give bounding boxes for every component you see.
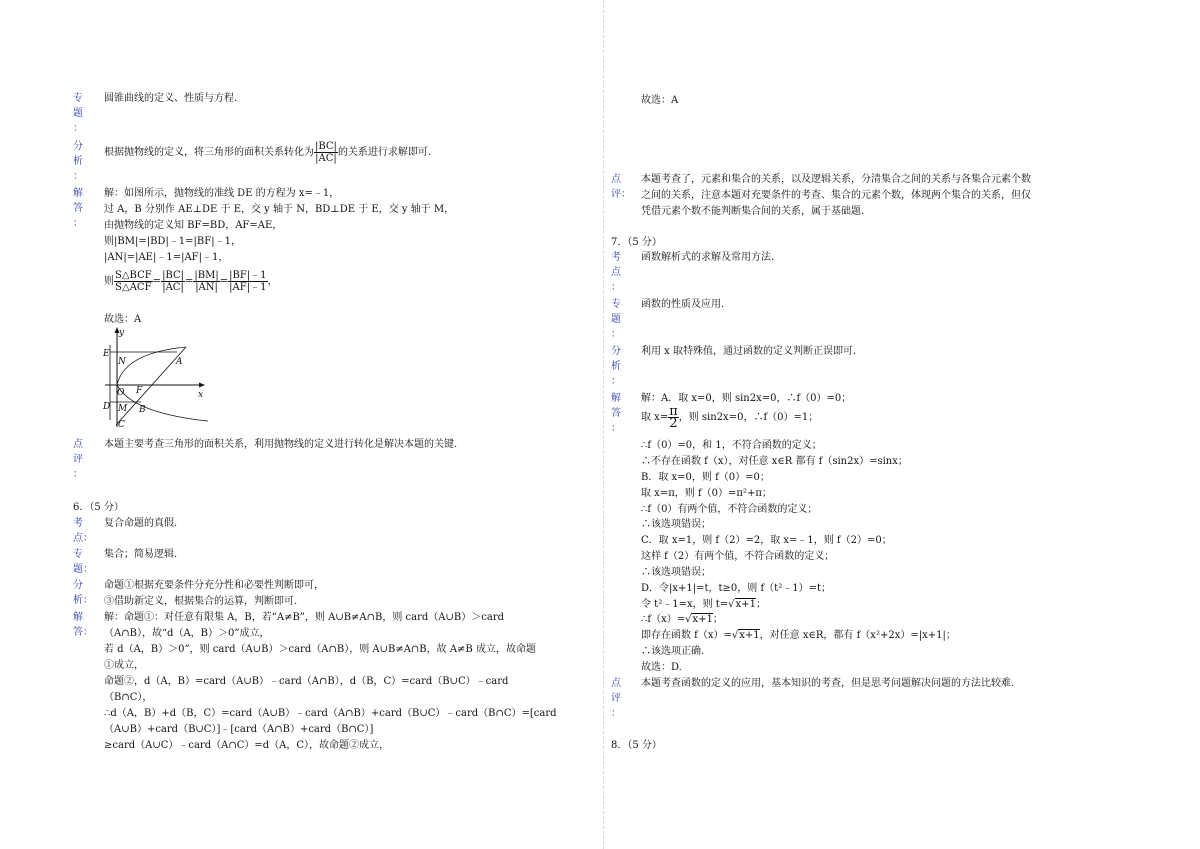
q6-jieda-line: ≥card（A∪C）﹣card（A∩C）=d（A，C），故命题②成立， — [104, 740, 390, 751]
fraction-bf-af — [228, 270, 267, 293]
label-char: 析 — [611, 361, 621, 372]
sqrt-expr: x+1 — [739, 630, 760, 641]
sqrt-radical: √ — [731, 630, 739, 641]
label-char: 分 — [73, 141, 83, 152]
fraction-bc-ac — [314, 141, 338, 164]
guxuan-a: 故选：A — [104, 314, 142, 325]
q6-fenxi-line: ③借助新定义，根据集合的运算，判断即可. — [104, 596, 298, 607]
label-char: 点 — [611, 174, 621, 185]
q7-jieda-line: 取 x=π，则 f（0）=π²+π； — [641, 488, 772, 499]
label-zhuanti — [73, 91, 87, 136]
label-char: ： — [611, 282, 621, 293]
fraction-numerator: S△BCF — [115, 270, 152, 281]
fraction-area — [114, 270, 153, 293]
label-char: ： — [73, 123, 83, 134]
label-char: ： — [73, 218, 83, 229]
label-char: ： — [73, 469, 83, 480]
label-c: C — [118, 420, 125, 430]
fraction-numerator: |BM| — [194, 270, 219, 281]
q7-tail-line: ∴该选项正确. — [641, 646, 705, 657]
label-char: 点： — [73, 533, 93, 544]
label-char: ： — [611, 708, 621, 719]
label-zhuanti — [73, 547, 101, 577]
q7-kaodian-text: 函数解析式的求解及常用方法. — [641, 252, 775, 263]
label-d: D — [103, 402, 111, 412]
fraction-numerator: π — [669, 404, 678, 419]
jieda-line: 过 A，B 分别作 AE⊥DE 于 E，交 y 轴于 N，BD⊥DE 于 E，交 y 轴于 M， — [104, 204, 455, 215]
sqrt-expr: x+1 — [692, 614, 713, 625]
label-b: B — [139, 405, 146, 415]
label-jieda — [73, 186, 87, 231]
fraction-bc-ac — [161, 270, 185, 293]
label-fenxi — [73, 578, 101, 608]
dianping-line: 之间的关系，注意本题对充要条件的考查、集合的元素个数，体现两个集合的关系，但仅 — [641, 190, 1031, 201]
q7-zhuanti-text: 函数的性质及应用. — [641, 299, 725, 310]
label-kaodian — [73, 516, 101, 546]
guxuan-a-top: 故选：A — [641, 95, 679, 106]
q6-jieda-line: （B∩C）， — [104, 692, 153, 703]
x-axis-arrow — [199, 383, 205, 388]
sqrt-radical: √ — [685, 614, 692, 625]
q6-zhuanti-text: 集合；简易逻辑. — [104, 549, 178, 560]
exist-post: ，对任意 x∈R，都有 f（x²+2x）=|x+1|； — [759, 630, 956, 641]
sqrt-expr: x+1 — [735, 599, 756, 610]
label-y: y — [119, 328, 125, 338]
page-divider — [603, 0, 604, 849]
jieda-line: 由抛物线的定义知 BF=BD，AF=AE， — [104, 220, 283, 231]
label-char: ： — [611, 329, 621, 340]
q7-jieda-line: C．取 x=1，则 f（2）=2，取 x=﹣1，则 f（2）=0； — [641, 535, 892, 546]
label-char: 解 — [73, 612, 83, 623]
label-o: O — [117, 388, 125, 398]
label-char: 解 — [611, 393, 621, 404]
label-fenxi — [73, 139, 87, 184]
fraction-numerator: |BF|﹣1 — [229, 270, 267, 281]
label-char: 答 — [73, 203, 83, 214]
ling-pre: 令 t²﹣1=x，则 t= — [641, 599, 729, 610]
q7-jieda-line: B．取 x=0，则 f（0）=0； — [641, 472, 770, 483]
label-x: x — [198, 390, 204, 400]
label-n: N — [118, 357, 126, 367]
jieda-line: 则|BM|=|BD|﹣1=|BF|﹣1， — [104, 236, 241, 247]
label-char: 点 — [611, 267, 621, 278]
q7-exist — [641, 628, 956, 643]
q7-jieda-pi — [641, 406, 818, 429]
parabola-lower — [117, 385, 208, 421]
question-7-header: 7．（5 分） — [611, 237, 662, 248]
label-zhuanti — [611, 297, 625, 342]
label-char: 专 — [611, 299, 621, 310]
fx-post: ； — [712, 614, 723, 625]
q7-dianping-text: 本题考查函数的定义的应用，基本知识的考查，但是思考问题解决问题的方法比较难. — [641, 678, 1015, 689]
q6-jieda-line: （A∩B），故“d（A，B）＞0”成立， — [104, 628, 270, 639]
label-char: 答 — [611, 408, 621, 419]
q7-jieda-line: ∴该选项错误； — [641, 567, 711, 578]
label-char: 评 — [611, 693, 621, 704]
q7-ling — [641, 597, 766, 612]
fraction-denominator: |AC| — [162, 282, 184, 293]
exist-pre: 即存在函数 f（x）= — [641, 630, 732, 641]
label-char: 分 — [611, 346, 621, 357]
question-6-header: 6．（5 分） — [73, 502, 124, 513]
label-jieda — [73, 610, 101, 640]
ling-post: ； — [755, 599, 766, 610]
question-8-header: 8．（5 分） — [611, 740, 662, 751]
q7-jieda-line: 这样 f（2）有两个值，不符合函数的定义； — [641, 551, 835, 562]
label-a: A — [176, 357, 183, 367]
jieda-line: |AN|=|AE|﹣1=|AF|﹣1， — [104, 252, 229, 263]
label-char: 题 — [611, 314, 621, 325]
zhuanti-text: 圆锥曲线的定义、性质与方程. — [104, 93, 238, 104]
fraction-denominator: 2 — [669, 416, 678, 431]
label-char: 点 — [611, 678, 621, 689]
q7-tail-line: 故选：D. — [641, 662, 682, 673]
label-char: 题 — [73, 108, 83, 119]
fraction-numerator: |BC| — [315, 141, 337, 152]
q6-jieda-line: ∴d（A，B）+d（B，C）=card（A∪B）﹣card（A∩B）+card（B∪C）﹣card（B∩C）=[card — [104, 708, 557, 719]
fraction-bm-an — [193, 270, 219, 293]
fraction-pi-over-2 — [668, 406, 679, 429]
label-dianping — [611, 172, 639, 202]
label-char: 答： — [73, 627, 93, 638]
ratio-end: ， — [267, 276, 278, 287]
sqrt-radical: √ — [728, 599, 735, 610]
q6-jieda-line: 若 d（A，B）＞0”，则 card（A∪B）＞card（A∩B），则 A∪B≠A∩B，故 A≠B 成立，故命题 — [104, 644, 536, 655]
label-char: ： — [611, 423, 621, 434]
dianping-text: 本题主要考查三角形的面积关系，利用抛物线的定义进行转化是解决本题的关键. — [104, 439, 458, 450]
label-jieda — [611, 391, 625, 436]
equals-sign: = — [219, 276, 229, 287]
label-char: 析 — [73, 156, 83, 167]
label-char: ： — [73, 171, 83, 182]
q7-jieda-line: ∴f（0）有两个值，不符合函数的定义； — [641, 504, 818, 515]
label-dianping — [73, 437, 87, 482]
fraction-numerator: |BC| — [162, 270, 184, 281]
label-char: 评： — [611, 189, 631, 200]
fenxi-post: 的关系进行求解即可. — [337, 147, 432, 158]
fraction-denominator: |AN| — [195, 282, 218, 293]
pi-pre: 取 x= — [641, 412, 669, 423]
label-char: 题： — [73, 564, 93, 575]
fraction-denominator: |AF|﹣1 — [229, 282, 267, 293]
dianping-line: 本题考查了，元素和集合的关系，以及逻辑关系，分清集合之间的关系与各集合元素个数 — [641, 174, 1031, 185]
q6-jieda-line: ①成立， — [104, 660, 144, 671]
label-char: 点 — [73, 439, 83, 450]
q7-fenxi-text: 利用 x 取特殊值，通过函数的定义判断正误即可. — [641, 346, 857, 357]
ratio-prefix: 则 — [104, 276, 114, 287]
fx-pre: ∴f（x）= — [641, 614, 686, 625]
q6-kaodian-text: 复合命题的真假. — [104, 518, 178, 529]
q6-fenxi-line: 命题①根据充要条件分充分性和必要性判断即可， — [104, 580, 324, 591]
label-char: ： — [611, 376, 621, 387]
fenxi-text — [104, 141, 431, 164]
fenxi-pre: 根据抛物线的定义，将三角形的面积关系转化为 — [104, 147, 314, 158]
label-char: 评 — [73, 454, 83, 465]
label-char: 析： — [73, 595, 93, 606]
fraction-denominator: |AC| — [315, 153, 337, 164]
parabola-figure — [102, 325, 214, 431]
q6-jieda-line: 解：命题①：对任意有限集 A，B，若“A≠B”，则 A∪B≠A∩B，则 card（A∪B）＞card — [104, 612, 504, 623]
jieda-line: 解：如图所示，抛物线的准线 DE 的方程为 x=﹣1， — [104, 188, 340, 199]
q7-jieda-line: ∴该选项错误； — [641, 519, 711, 530]
label-e: E — [103, 349, 110, 359]
ratio-equation — [104, 270, 278, 293]
q7-fx — [641, 612, 723, 627]
q7-jieda-line: ∴f（0）=0，和 1，不符合函数的定义； — [641, 440, 822, 451]
label-char: 考 — [611, 252, 621, 263]
q6-jieda-line: （A∪B）+card（B∪C）]﹣[card（A∩B）+card（B∩C）] — [104, 724, 374, 735]
label-dianping — [611, 676, 625, 721]
label-f: F — [136, 386, 143, 396]
equals-sign: = — [185, 276, 194, 287]
label-fenxi — [611, 344, 625, 389]
label-char: 解 — [73, 188, 83, 199]
label-char: 考 — [73, 518, 83, 529]
label-char: 专 — [73, 549, 83, 560]
label-char: 分 — [73, 580, 83, 591]
fraction-denominator: S△ACF — [115, 282, 152, 293]
label-char: 专 — [73, 93, 83, 104]
q7-jieda-line: ∴不存在函数 f（x），对任意 x∈R 都有 f（sin2x）=sinx； — [641, 456, 908, 467]
dianping-line: 凭借元素个数不能判断集合间的关系，属于基础题. — [641, 206, 865, 217]
label-m: M — [118, 404, 128, 414]
q7-jieda-line: D．令|x+1|=t，t≥0，则 f（t²﹣1）=t； — [641, 583, 831, 594]
label-kaodian — [611, 250, 625, 295]
q6-jieda-line: 命题②，d（A，B）=card（A∪B）﹣card（A∩B），d（B，C）=card（B∪C）﹣card — [104, 676, 509, 687]
pi-post: ，则 sin2x=0，∴f（0）=1； — [678, 412, 819, 423]
equals-sign: = — [152, 276, 162, 287]
q7-jieda-a: 解：A．取 x=0，则 sin2x=0，∴f（0）=0； — [641, 393, 852, 404]
